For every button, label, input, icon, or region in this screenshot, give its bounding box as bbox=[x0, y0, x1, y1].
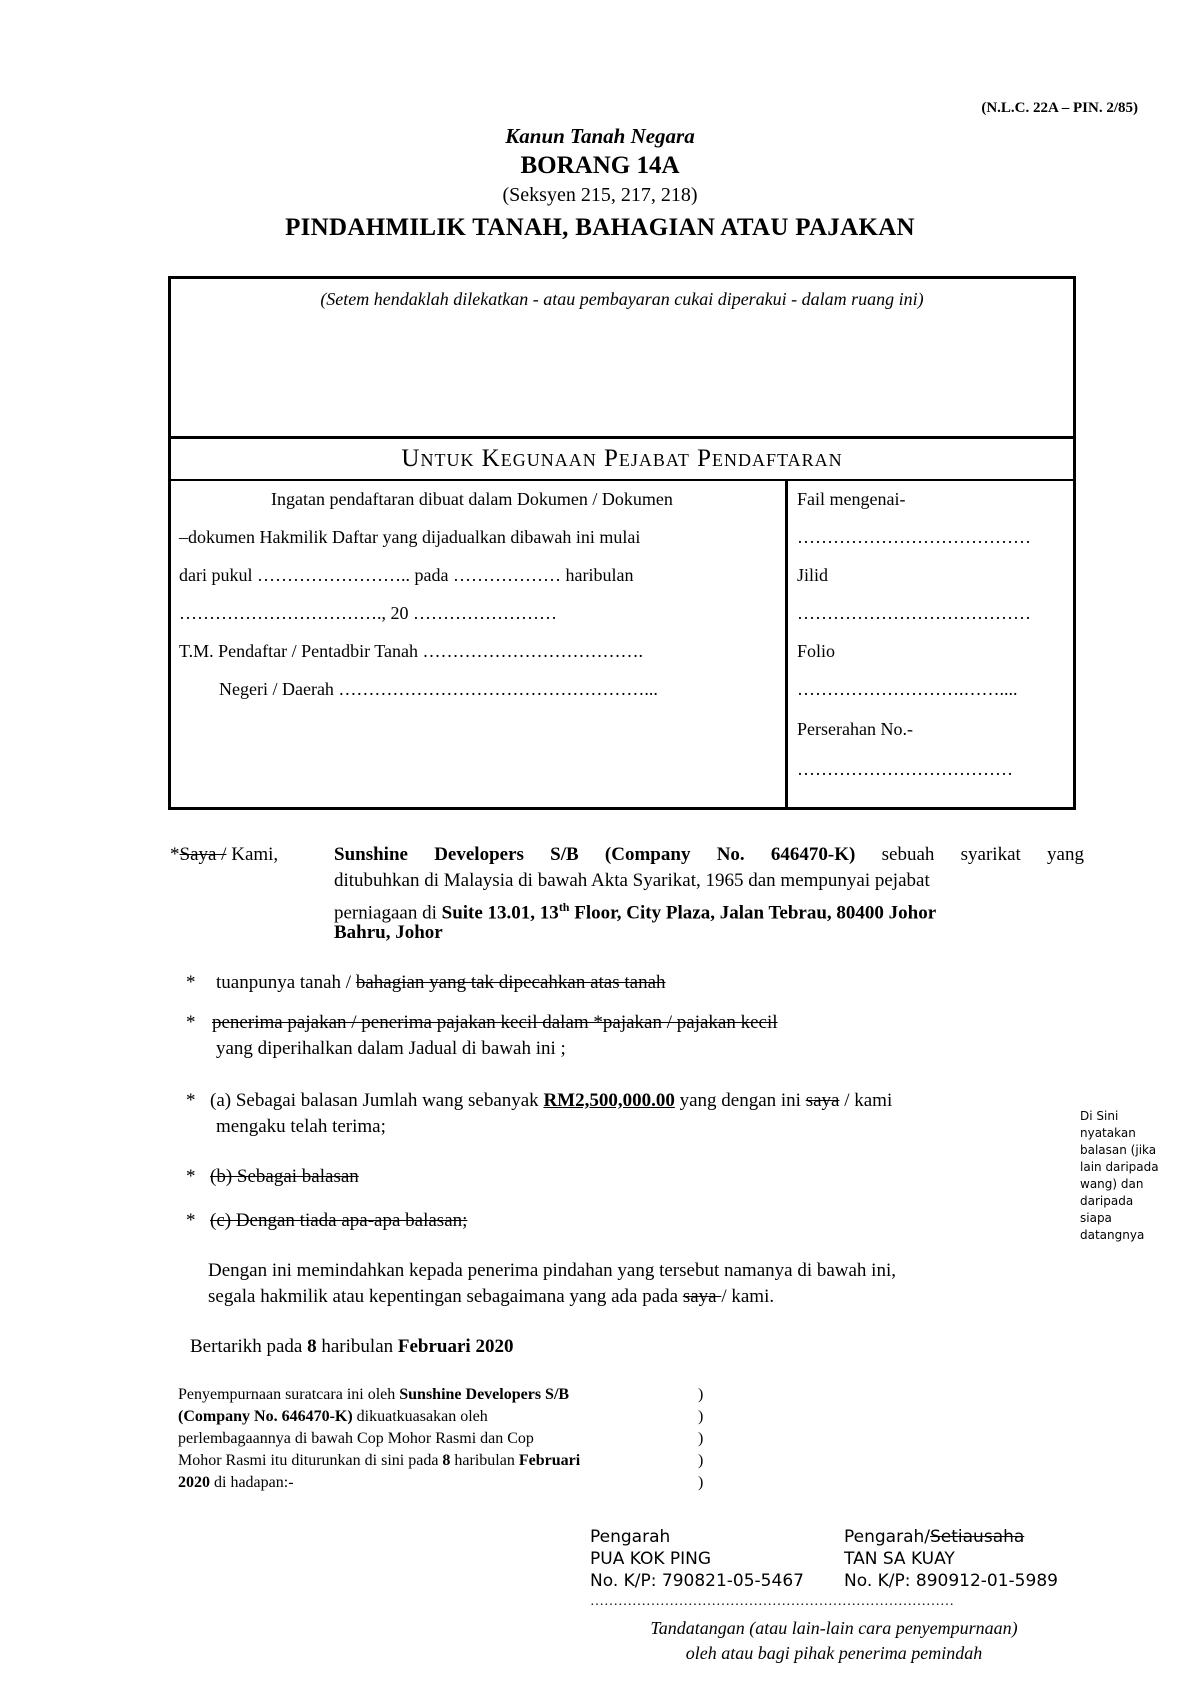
office-use-box bbox=[168, 276, 1076, 810]
folio-dots: ……………………….…….... bbox=[797, 679, 1018, 699]
signatory-name: TAN SA KUAY bbox=[844, 1549, 955, 1569]
signature-caption bbox=[590, 1616, 1078, 1666]
date-text: haribulan bbox=[316, 1336, 398, 1357]
signatory-name: PUA KOK PING bbox=[590, 1549, 712, 1569]
clause-text: / kami. bbox=[721, 1286, 775, 1307]
transferor-line-3 bbox=[334, 894, 1084, 926]
margin-note-line: balasan (jika bbox=[1080, 1143, 1157, 1157]
option-text: / kami bbox=[839, 1090, 893, 1111]
execution-text: Penyempurnaan suratcara ini oleh bbox=[178, 1386, 400, 1403]
option-c-struck: (c) Dengan tiada apa-apa balasan; bbox=[210, 1210, 468, 1231]
option-lessee-struck: penerima pajakan / penerima pajakan kecil dalam *pajakan / pajakan kecil bbox=[212, 1012, 778, 1033]
option-text: tuanpunya tanah / bbox=[216, 972, 356, 993]
jilid-dots: ………………………………… bbox=[797, 603, 1031, 623]
execution-line bbox=[178, 1472, 580, 1494]
option-star: * bbox=[186, 1210, 196, 1231]
signatory-role bbox=[844, 1526, 1058, 1548]
execution-text: haribulan bbox=[450, 1452, 519, 1469]
execution-text: Mohor Rasmi itu diturunkan di sini pada bbox=[178, 1452, 443, 1469]
fail-label: Fail mengenai- bbox=[797, 489, 906, 509]
margin-note-line: siapa bbox=[1080, 1211, 1112, 1225]
address-text: Suite 13.01, 13 bbox=[441, 902, 559, 924]
signature-dots: …………………………………………………………………… bbox=[590, 1594, 954, 1609]
fail-dots: ………………………………… bbox=[797, 527, 1031, 547]
memo-line: dari pukul …………………….. pada ……………… haribulan bbox=[179, 565, 634, 585]
kami-label: Kami, bbox=[226, 844, 279, 865]
date-month-year: Februari 2020 bbox=[397, 1336, 514, 1357]
execution-line bbox=[178, 1450, 580, 1472]
execution-line bbox=[178, 1406, 580, 1428]
caption-line: oleh atau bagi pihak penerima pemindah bbox=[685, 1643, 983, 1663]
memo-line: Ingatan pendaftaran dibuat dalam Dokumen / Dokumen bbox=[271, 489, 673, 509]
execution-company-no: (Company No. 646470-K) bbox=[178, 1408, 353, 1425]
signatory-id: No. K/P: 790821-05-5467 bbox=[590, 1571, 804, 1591]
memo-line: Negeri / Daerah ……………………………………………... bbox=[219, 679, 658, 699]
consideration-amount: RM2,500,000.00 bbox=[543, 1090, 675, 1111]
execution-month: Februari bbox=[518, 1452, 581, 1469]
transfer-clause-line-1: Dengan ini memindahkan kepada penerima pindahan yang tersebut namanya di bawah ini, bbox=[208, 1260, 896, 1281]
date-line bbox=[190, 1334, 513, 1360]
role-text: Pengarah/ bbox=[844, 1527, 930, 1547]
saya-struck: saya bbox=[805, 1090, 840, 1111]
saya-struck: Saya / bbox=[179, 844, 227, 865]
signatory-1 bbox=[590, 1526, 804, 1592]
execution-clause bbox=[178, 1384, 580, 1494]
caption-line: Tandatangan (atau lain-lain cara penyempurnaan) bbox=[650, 1618, 1018, 1638]
execution-text: dikuatkuasakan oleh bbox=[352, 1408, 488, 1425]
signatory-2 bbox=[844, 1526, 1058, 1592]
transferor-line-1 bbox=[334, 842, 1084, 868]
box-divider bbox=[171, 479, 1073, 481]
signatory-role: Pengarah bbox=[590, 1527, 671, 1547]
option-text: yang dengan ini bbox=[674, 1090, 806, 1111]
office-use-title: Untuk Kegunaan Pejabat Pendaftaran bbox=[401, 445, 843, 472]
margin-note-line: wang) dan bbox=[1080, 1177, 1144, 1191]
form-reference: (N.L.C. 22A – PIN. 2/85) bbox=[981, 100, 1138, 116]
asterisk: * bbox=[170, 844, 180, 865]
margin-note-line: datangnya bbox=[1080, 1228, 1145, 1242]
execution-brackets bbox=[698, 1384, 703, 1494]
transferor-company: Sunshine Developers S/B (Company No. 646470-K) bbox=[334, 844, 856, 865]
option-struck: bahagian yang tak dipecahkan atas tanah bbox=[355, 972, 666, 993]
execution-day: 8 bbox=[442, 1452, 451, 1469]
margin-note-line: daripada bbox=[1080, 1194, 1134, 1208]
option-star: * bbox=[186, 1166, 196, 1187]
transferor-line-2: ditubuhkan di Malaysia di bawah Akta Syarikat, 1965 dan mempunyai pejabat bbox=[334, 870, 930, 891]
form-number: BORANG 14A bbox=[520, 152, 680, 179]
transferor-text: sebuah syarikat yang bbox=[855, 844, 1084, 865]
memo-line: –dokumen Hakmilik Daftar yang dijadualkan dibawah ini mulai bbox=[179, 527, 641, 547]
signatory-id: No. K/P: 890912-01-5989 bbox=[844, 1571, 1058, 1591]
execution-line bbox=[178, 1384, 580, 1406]
bracket: ) bbox=[698, 1452, 704, 1469]
column-divider bbox=[785, 479, 788, 810]
execution-text: di hadapan:- bbox=[210, 1474, 294, 1491]
transferor-label bbox=[170, 842, 278, 868]
bracket: ) bbox=[698, 1430, 704, 1447]
memo-line: ……………………………., 20 …………………… bbox=[179, 603, 557, 623]
execution-year: 2020 bbox=[178, 1474, 210, 1491]
option-a bbox=[210, 1088, 892, 1114]
perserahan-dots: ……………………………… bbox=[797, 759, 1013, 779]
option-star: * bbox=[186, 1090, 196, 1111]
memo-line: T.M. Pendaftar / Pentadbir Tanah ………………………………. bbox=[179, 641, 644, 661]
option-b-struck: (b) Sebagai balasan bbox=[210, 1166, 359, 1187]
sections-reference: (Seksyen 215, 217, 218) bbox=[502, 184, 698, 206]
stamp-note: (Setem hendaklah dilekatkan - atau pembayaran cukai diperakui - dalam ruang ini) bbox=[320, 289, 924, 309]
act-title: Kanun Tanah Negara bbox=[505, 124, 695, 148]
page-title: PINDAHMILIK TANAH, BAHAGIAN ATAU PAJAKAN bbox=[285, 214, 915, 241]
bracket: ) bbox=[698, 1408, 704, 1425]
date-day: 8 bbox=[307, 1336, 317, 1357]
bracket: ) bbox=[698, 1386, 704, 1403]
execution-company: Sunshine Developers S/B bbox=[399, 1386, 570, 1403]
saya-struck: saya bbox=[682, 1286, 722, 1307]
address-text: Floor, City Plaza, Jalan Tebrau, 80400 Johor bbox=[569, 902, 937, 924]
folio-label: Folio bbox=[797, 641, 836, 661]
bracket: ) bbox=[698, 1474, 704, 1491]
option-text: (a) Sebagai balasan Jumlah wang sebanyak bbox=[210, 1090, 544, 1111]
margin-note-line: Di Sini bbox=[1080, 1109, 1119, 1123]
margin-note-line: nyatakan bbox=[1080, 1126, 1136, 1140]
execution-line: perlembagaannya di bawah Cop Mohor Rasmi dan Cop bbox=[178, 1430, 534, 1447]
jilid-label: Jilid bbox=[797, 565, 829, 585]
clause-text: segala hakmilik atau kepentingan sebagaimana yang ada pada bbox=[208, 1286, 683, 1307]
date-text: Bertarikh pada bbox=[190, 1336, 308, 1357]
option-owner bbox=[216, 970, 666, 996]
superscript: th bbox=[558, 900, 570, 914]
option-star: * bbox=[186, 972, 196, 993]
role-struck: Setiausaha bbox=[930, 1527, 1025, 1547]
box-divider bbox=[171, 436, 1073, 439]
option-lessee-line-2: yang diperihalkan dalam Jadual di bawah ini ; bbox=[216, 1038, 566, 1059]
transfer-clause-line-2 bbox=[208, 1284, 774, 1310]
option-a-line-2: mengaku telah terima; bbox=[216, 1116, 386, 1137]
margin-note bbox=[1080, 1108, 1180, 1244]
margin-note-line: lain daripada bbox=[1080, 1160, 1159, 1174]
perserahan-label: Perserahan No.- bbox=[797, 719, 913, 739]
option-star: * bbox=[186, 1012, 196, 1033]
transferor-line-4: Bahru, Johor bbox=[334, 922, 443, 943]
transferor-text: perniagaan di bbox=[334, 902, 442, 924]
